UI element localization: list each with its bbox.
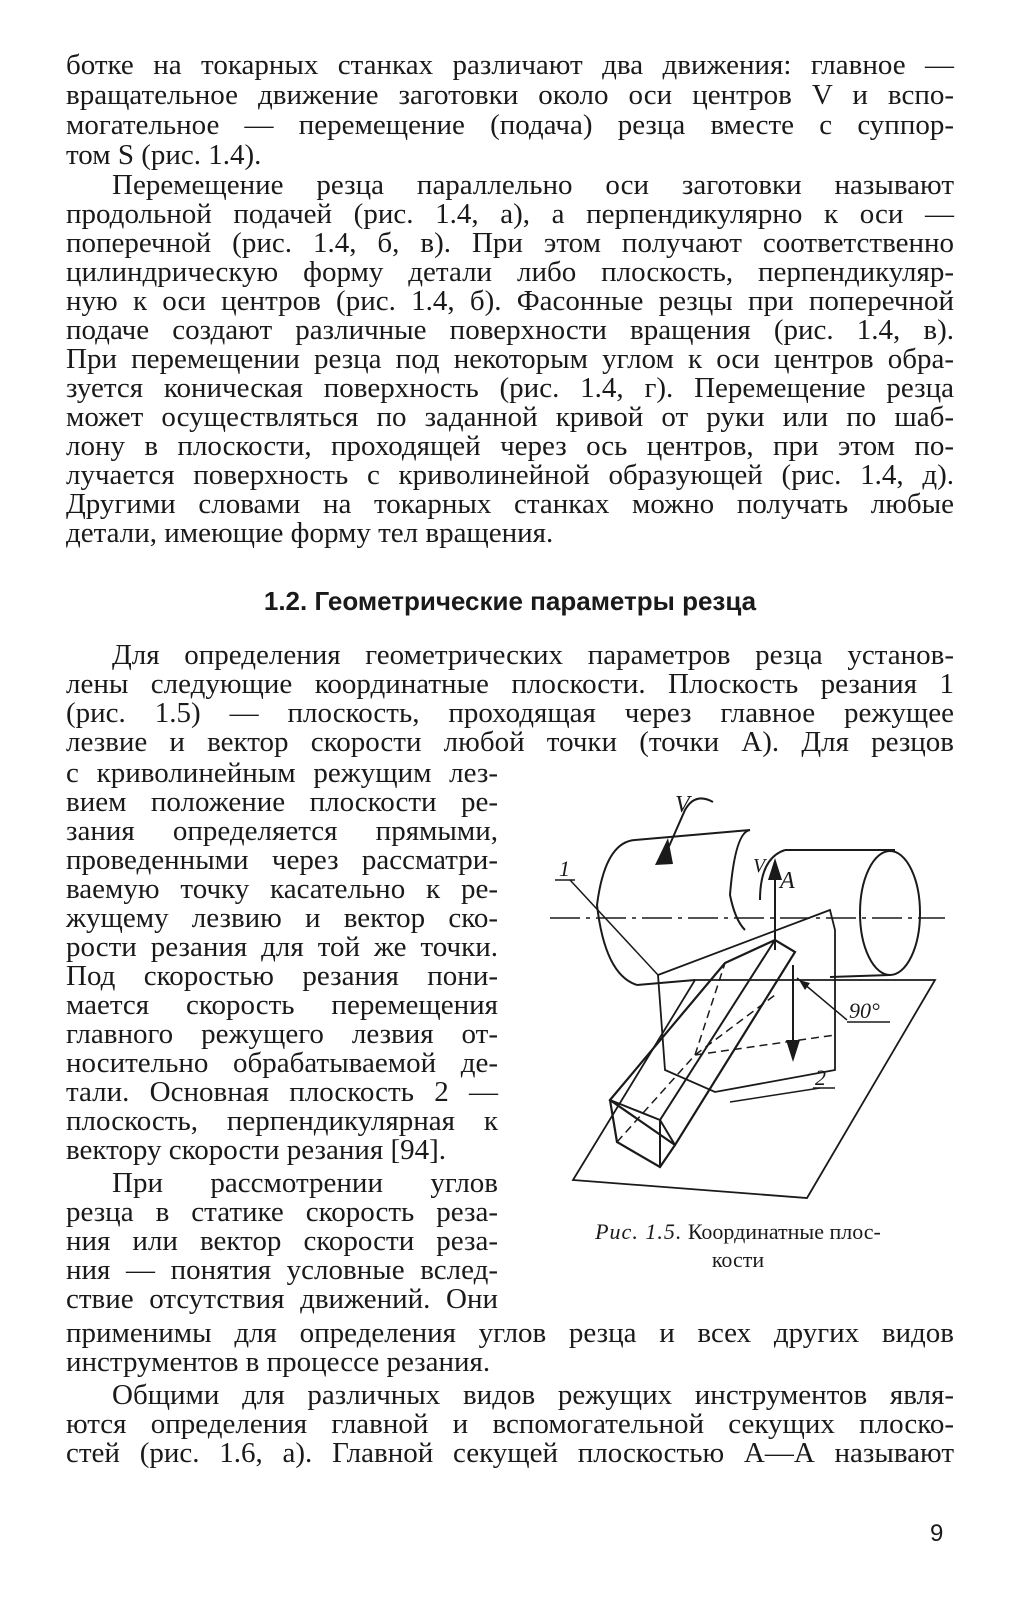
text-line: применимы для определения углов резца и всех других видов — [66, 1317, 954, 1349]
text-line: мается скорость перемещения — [66, 989, 498, 1021]
text-line: тали. Основная плоскость 2 — — [66, 1076, 498, 1108]
text-line: вием положение плоскости ре- — [66, 786, 498, 818]
text-line: ствие отсутствия движений. Они — [66, 1283, 498, 1315]
text-line: жущему лезвию и вектор ско- — [66, 902, 498, 934]
figure-caption-text: Координатные плос- — [687, 1219, 881, 1244]
text-line: резца в статике скорость реза- — [66, 1196, 498, 1228]
section-heading: 1.2. Геометрические параметры резца — [263, 586, 757, 616]
text-line: (рис. 1.5) — плоскость, проходящая через главное режущее — [66, 697, 954, 729]
workpiece-large-cylinder — [597, 840, 637, 985]
label-plane-1: 1 — [559, 856, 570, 881]
text-line: Перемещение резца параллельно оси заготовки называют — [112, 169, 954, 201]
text-line: с криволинейным режущим лез- — [66, 757, 498, 789]
basic-plane-2 — [573, 980, 935, 1198]
text-line: носительно обрабатываемой де- — [66, 1047, 498, 1079]
label-angle-90: 90° — [849, 998, 880, 1023]
label-v-small: V — [753, 855, 766, 877]
workpiece-bottom-edge — [637, 980, 695, 985]
text-line: Для определения геометрических параметров резца установ- — [112, 639, 954, 671]
text-line: зуется коническая поверхность (рис. 1.4, г). Перемещение резца — [66, 372, 954, 404]
workpiece-small-end — [860, 851, 920, 975]
figure-caption-text-2: кости — [711, 1247, 765, 1272]
text-line: ния — понятия условные вслед- — [66, 1254, 498, 1286]
leader-line-1 — [570, 880, 658, 975]
label-a: A — [780, 868, 795, 894]
text-line: цилиндрическую форму детали либо плоскость, перпендикуляр- — [66, 256, 954, 288]
text-line: плоскость, перпендикулярная к — [66, 1105, 498, 1137]
figure-caption-label: Рис. 1.5. — [595, 1219, 683, 1244]
label-plane-2: 2 — [815, 1065, 826, 1090]
workpiece-end-face — [730, 830, 750, 930]
text-line: ются определения главной и вспомогательной секущих плоско- — [66, 1408, 954, 1440]
figure-caption — [548, 1218, 928, 1274]
text-line: продольной подачей (рис. 1.4, а), а перпендикулярно к оси — — [66, 198, 954, 230]
text-line: лезвие и вектор скорости любой точки (точки А). Для резцов — [66, 726, 954, 758]
cutting-plane-1 — [658, 910, 835, 1092]
text-line: могательное — перемещение (подача) резца вместе с суппор- — [66, 109, 954, 141]
page-number: 9 — [930, 1520, 944, 1547]
text-line: детали, имеющие форму тел вращения. — [66, 517, 554, 549]
text-line: главного режущего лезвия от- — [66, 1018, 498, 1050]
text-line: ваемую точку касательно к ре- — [66, 873, 498, 905]
text-line: Другими словами на токарных станках можно получать любые — [66, 488, 954, 520]
text-line: том S (рис. 1.4). — [66, 139, 262, 171]
text-line: рости резания для той же точки. — [66, 931, 498, 963]
text-line: инструментов в процессе резания. — [66, 1346, 491, 1378]
text-line: ния или вектор скорости реза- — [66, 1225, 498, 1257]
text-line: При рассмотрении углов — [112, 1167, 498, 1199]
workpiece-small-bottom — [830, 975, 890, 977]
workpiece-top-edge — [635, 830, 750, 840]
text-line: проведенными через рассматри- — [66, 844, 498, 876]
text-line: ную к оси центров (рис. 1.4, б). Фасонные резцы при поперечной — [66, 285, 954, 317]
cutter-tool-body — [610, 940, 795, 1145]
text-line: вектору скорости резания [94]. — [66, 1134, 447, 1166]
text-line: подаче создают различные поверхности вращения (рис. 1.4, в). — [66, 314, 954, 346]
vertical-arrowhead — [786, 1040, 800, 1062]
text-line: При перемещении резца под некоторым углом к оси центров обра- — [66, 343, 954, 375]
text-line: Под скоростью резания пони- — [66, 960, 498, 992]
figure-coordinate-planes — [545, 780, 955, 1200]
text-line: Общими для различных видов режущих инструментов явля- — [112, 1379, 954, 1411]
leader-line-2 — [730, 1088, 820, 1102]
text-line: лены следующие координатные плоскости. Плоскость резания 1 — [66, 668, 954, 700]
text-line: стей (рис. 1.6, а). Главной секущей плоскостью А—А называют — [66, 1437, 954, 1469]
text-line: вращательное движение заготовки около оси центров V и вспо- — [66, 79, 954, 111]
text-line: поперечной (рис. 1.4, б, в). При этом получают соответственно — [66, 227, 954, 259]
text-line: ботке на токарных станках различают два движения: главное — — [66, 49, 954, 81]
text-line: лону в плоскости, проходящей через ось центров, при этом по- — [66, 430, 954, 462]
text-line: зания определяется прямыми, — [66, 815, 498, 847]
text-line: лучается поверхность с криволинейной образующей (рис. 1.4, д). — [66, 459, 954, 491]
text-line: может осуществляться по заданной кривой от руки или по шаб- — [66, 401, 954, 433]
label-v-top: V — [675, 792, 690, 818]
